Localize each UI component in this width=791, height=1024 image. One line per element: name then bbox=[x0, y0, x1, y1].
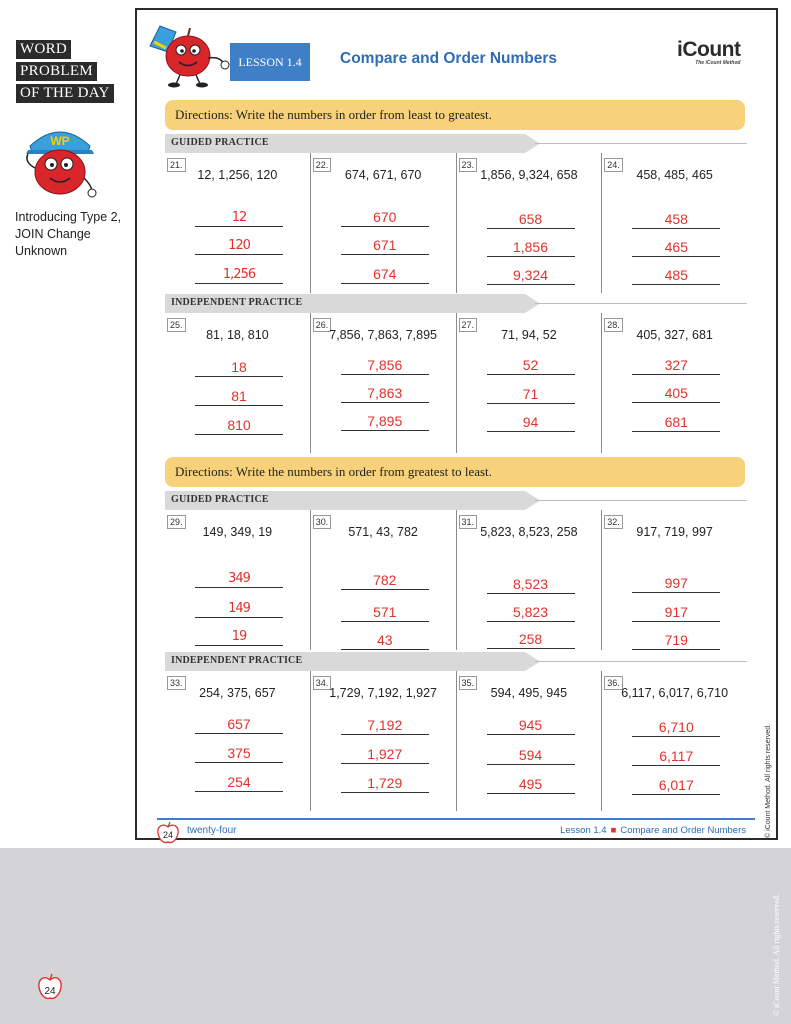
answer-blank[interactable]: 405 bbox=[632, 385, 720, 403]
apple-mascot-wp-icon bbox=[20, 116, 100, 203]
problem-31: 31. 5,823, 8,523, 258 8,523 5,823 258 bbox=[456, 510, 602, 650]
problem-26: 26. 7,856, 7,863, 7,895 7,856 7,863 7,895 bbox=[310, 313, 456, 453]
page-copyright: © iCount Method. All rights reserved. bbox=[765, 723, 772, 838]
answer-blank[interactable]: 1,256 bbox=[195, 266, 283, 284]
apple-mascot-header-icon bbox=[146, 18, 236, 93]
answer-blank[interactable]: 465 bbox=[632, 239, 720, 257]
answer-blank[interactable]: 327 bbox=[632, 357, 720, 375]
answer-blank[interactable]: 18 bbox=[195, 359, 283, 377]
title-line-1: WORD bbox=[16, 40, 71, 59]
problem-23: 23. 1,856, 9,324, 658 658 1,856 9,324 bbox=[456, 153, 602, 293]
answer-blank[interactable]: 8,523 bbox=[487, 576, 575, 594]
footer-page-number: 24 bbox=[162, 830, 173, 840]
problem-24: 24. 458, 485, 465 458 465 485 bbox=[601, 153, 747, 293]
title-line-2: PROBLEM bbox=[16, 62, 97, 81]
answer-blank[interactable]: 671 bbox=[341, 237, 429, 255]
bullet-icon: ■ bbox=[610, 825, 617, 836]
answer-blank[interactable]: 485 bbox=[632, 267, 720, 285]
answer-blank[interactable]: 94 bbox=[487, 414, 575, 432]
footer-title: Compare and Order Numbers bbox=[620, 825, 746, 836]
bottom-page-number: 24 bbox=[44, 986, 56, 997]
answer-blank[interactable]: 52 bbox=[487, 357, 575, 375]
answer-blank[interactable]: 1,927 bbox=[341, 746, 429, 764]
answer-blank[interactable]: 375 bbox=[195, 745, 283, 763]
answer-blank[interactable]: 917 bbox=[632, 604, 720, 622]
answer-blank[interactable]: 81 bbox=[195, 388, 283, 406]
footer-lesson-info bbox=[560, 825, 746, 836]
section-label-text: GUIDED PRACTICE bbox=[171, 494, 269, 505]
answer-blank[interactable]: 810 bbox=[195, 417, 283, 435]
footer-lesson: Lesson 1.4 bbox=[560, 825, 607, 836]
answer-blank[interactable]: 6,117 bbox=[632, 748, 720, 766]
problem-36: 36. 6,117, 6,017, 6,710 6,710 6,117 6,017 bbox=[601, 671, 747, 811]
cap-text: WP bbox=[50, 134, 70, 148]
answer-blank[interactable]: 657 bbox=[195, 716, 283, 734]
footer-rule bbox=[157, 818, 755, 820]
answer-blank[interactable]: 7,863 bbox=[341, 385, 429, 403]
answer-blank[interactable]: 6,710 bbox=[632, 719, 720, 737]
lesson-badge: LESSON 1.4 bbox=[230, 43, 310, 81]
answer-blank[interactable]: 254 bbox=[195, 774, 283, 792]
answer-blank[interactable]: 1,729 bbox=[341, 775, 429, 793]
word-problem-title bbox=[16, 40, 114, 106]
section-label bbox=[165, 652, 747, 671]
problem-27: 27. 71, 94, 52 52 71 94 bbox=[456, 313, 602, 453]
answer-blank[interactable]: 7,895 bbox=[341, 413, 429, 431]
problem-35: 35. 594, 495, 945 945 594 495 bbox=[456, 671, 602, 811]
answer-blank[interactable]: 6,017 bbox=[632, 777, 720, 795]
independent-practice-section-2 bbox=[165, 652, 747, 811]
problem-22: 22. 674, 671, 670 670 671 674 bbox=[310, 153, 456, 293]
bottom-copyright: © iCount Method. All rights reserved. bbox=[772, 894, 781, 1016]
guided-practice-section-1 bbox=[165, 134, 747, 293]
directions-least-to-greatest: Directions: Write the numbers in order from least to greatest. bbox=[165, 100, 745, 130]
bottom-gray-area bbox=[0, 848, 791, 1024]
answer-blank[interactable]: 719 bbox=[632, 632, 720, 650]
answer-blank[interactable]: 681 bbox=[632, 414, 720, 432]
problem-30: 30. 571, 43, 782 782 571 43 bbox=[310, 510, 456, 650]
answer-blank[interactable]: 71 bbox=[487, 386, 575, 404]
answer-blank[interactable]: 258 bbox=[487, 631, 575, 649]
problem-29: 29. 149, 349, 19 349 149 19 bbox=[165, 510, 310, 650]
answer-blank[interactable]: 674 bbox=[341, 266, 429, 284]
answer-blank[interactable]: 495 bbox=[487, 776, 575, 794]
problem-32: 32. 917, 719, 997 997 917 719 bbox=[601, 510, 747, 650]
problem-33: 33. 254, 375, 657 657 375 254 bbox=[165, 671, 310, 811]
answer-blank[interactable]: 149 bbox=[195, 600, 283, 618]
problem-28: 28. 405, 327, 681 327 405 681 bbox=[601, 313, 747, 453]
section-label bbox=[165, 294, 747, 313]
answer-blank[interactable]: 458 bbox=[632, 211, 720, 229]
answer-blank[interactable]: 945 bbox=[487, 717, 575, 735]
answer-blank[interactable]: 594 bbox=[487, 747, 575, 765]
left-caption: Introducing Type 2, JOIN Change Unknown bbox=[15, 210, 122, 258]
answer-blank[interactable]: 658 bbox=[487, 211, 575, 229]
answer-blank[interactable]: 9,324 bbox=[487, 267, 575, 285]
answer-blank[interactable]: 1,856 bbox=[487, 239, 575, 257]
independent-practice-section-1 bbox=[165, 294, 747, 453]
answer-blank[interactable]: 571 bbox=[341, 604, 429, 622]
problem-34: 34. 1,729, 7,192, 1,927 7,192 1,927 1,729 bbox=[310, 671, 456, 811]
logo-text: iCount bbox=[677, 38, 741, 61]
problem-21: 21. 12, 1,256, 120 12 120 1,256 bbox=[165, 153, 310, 293]
icount-logo bbox=[677, 38, 740, 66]
logo-tagline: The iCount Method bbox=[695, 60, 741, 66]
title-line-3: OF THE DAY bbox=[16, 84, 114, 103]
answer-blank[interactable]: 670 bbox=[341, 209, 429, 227]
answer-blank[interactable]: 5,823 bbox=[487, 604, 575, 622]
lesson-title: Compare and Order Numbers bbox=[340, 50, 558, 67]
section-label-text: INDEPENDENT PRACTICE bbox=[171, 297, 303, 308]
problem-25: 25. 81, 18, 810 18 81 810 bbox=[165, 313, 310, 453]
left-panel bbox=[0, 0, 135, 848]
directions-greatest-to-least: Directions: Write the numbers in order from greatest to least. bbox=[165, 457, 745, 487]
section-label bbox=[165, 491, 747, 510]
guided-practice-section-2 bbox=[165, 491, 747, 650]
section-label-text: GUIDED PRACTICE bbox=[171, 137, 269, 148]
answer-blank[interactable]: 7,192 bbox=[341, 717, 429, 735]
worksheet-page bbox=[135, 8, 778, 840]
answer-blank[interactable]: 12 bbox=[195, 209, 283, 227]
answer-blank[interactable]: 7,856 bbox=[341, 357, 429, 375]
answer-blank[interactable]: 43 bbox=[341, 632, 429, 650]
answer-blank[interactable]: 349 bbox=[195, 570, 283, 588]
section-label-text: INDEPENDENT PRACTICE bbox=[171, 655, 303, 666]
footer-page-word: twenty-four bbox=[187, 825, 237, 836]
answer-blank[interactable]: 19 bbox=[195, 628, 283, 646]
answer-blank[interactable]: 120 bbox=[195, 237, 283, 255]
section-label bbox=[165, 134, 747, 153]
answer-blank[interactable]: 782 bbox=[341, 572, 429, 590]
answer-blank[interactable]: 997 bbox=[632, 575, 720, 593]
